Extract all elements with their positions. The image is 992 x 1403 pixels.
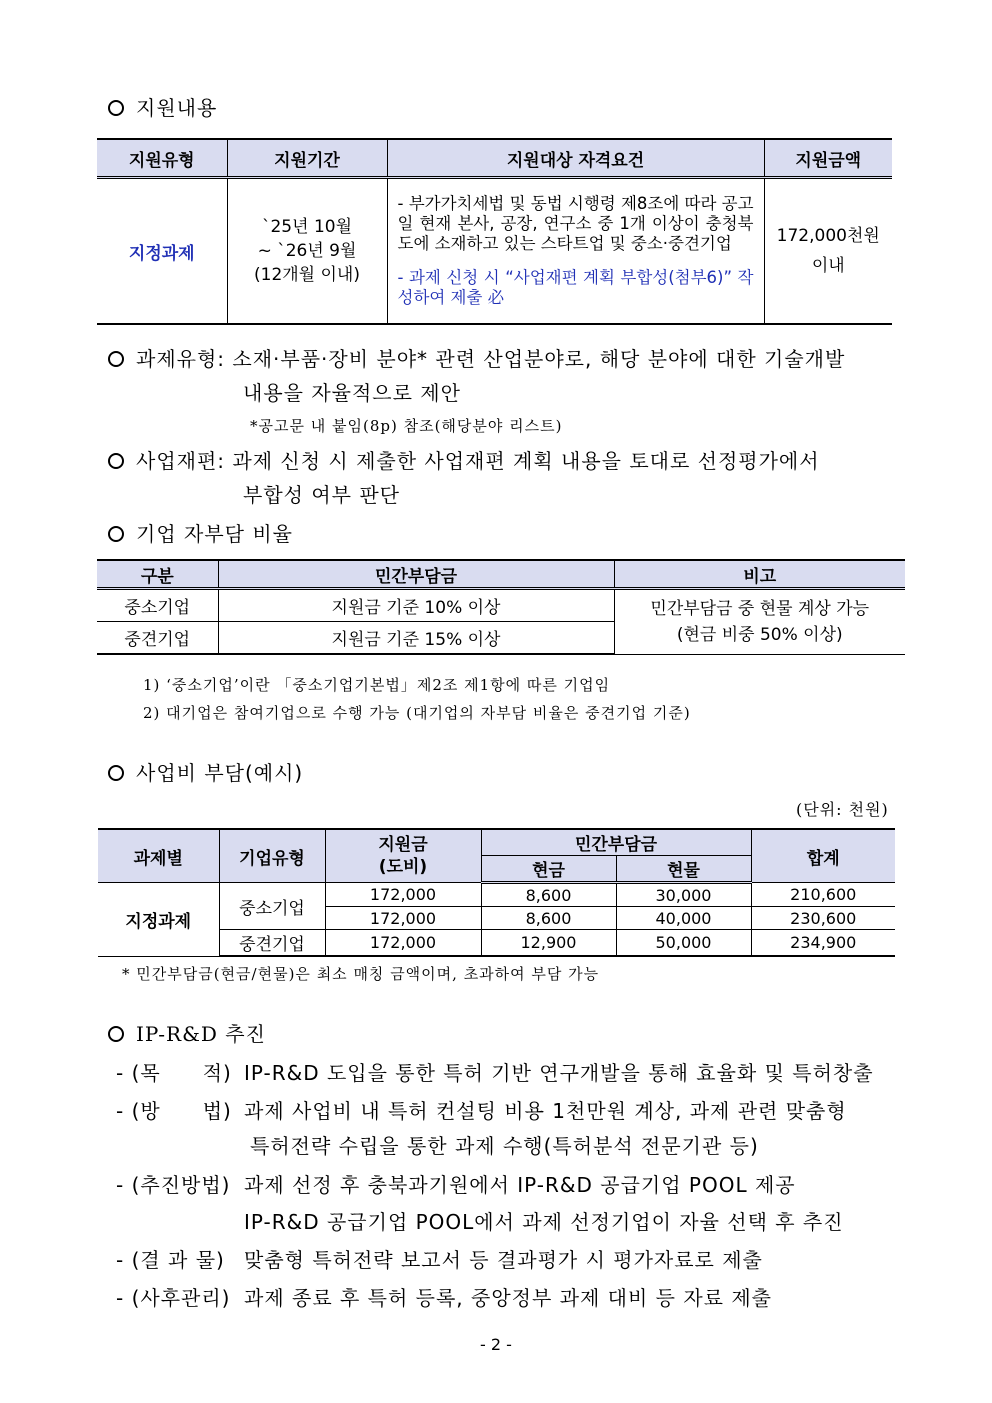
- period-line: ~ `26년 9월: [257, 241, 357, 261]
- period-line: (12개월 이내): [254, 265, 360, 285]
- inkind-cell: 40,000: [616, 907, 751, 930]
- heading-text: 사업비 부담(예시): [136, 761, 304, 785]
- table3-note: * 민간부담금(현금/현물)은 최소 매칭 금액이며, 초과하여 부담 가능: [122, 965, 600, 983]
- cash-cell: 8,600: [481, 883, 616, 907]
- burden-cell: 지원금 기준 15% 이상: [218, 622, 614, 655]
- company-type-cell: 중소기업: [97, 589, 218, 622]
- cost-share-table: [98, 828, 895, 957]
- total-cell: 234,900: [751, 930, 895, 957]
- inkind-cell: 30,000: [616, 883, 751, 907]
- heading-text: 지원내용: [136, 96, 218, 120]
- table-row: [97, 589, 905, 622]
- amount-line: 이내: [811, 256, 845, 276]
- circle-bullet-icon: [108, 765, 124, 781]
- iprd-item-label: - (사후관리): [116, 1286, 231, 1310]
- iprd-item-purpose: [116, 1057, 874, 1086]
- col-header-remark: 비고: [614, 560, 905, 589]
- grant-header-line: 지원금: [378, 835, 428, 855]
- self-burden-heading: [108, 518, 293, 547]
- iprd-item-label: - (결 과 물): [116, 1248, 225, 1272]
- task-type-text: 소재·부품·장비 분야* 관련 산업분야로, 해당 분야에 대한 기술개발: [232, 347, 846, 371]
- period-line: `25년 10월: [261, 217, 352, 237]
- eligibility-cell: [387, 178, 764, 325]
- cash-cell: 8,600: [481, 907, 616, 930]
- col-header-type: 지원유형: [97, 139, 227, 178]
- col-header-company-type: 기업유형: [219, 829, 325, 883]
- iprd-item-label: - (목 적): [116, 1061, 232, 1085]
- circle-bullet-icon: [108, 526, 124, 542]
- circle-bullet-icon: [108, 100, 124, 116]
- eligibility-item: - 부가가치세법 및 동법 시행령 제8조에 따라 공고일 현재 본사, 공장, 연구소 중 1개 이상이 충청북도에 소재하고 있는 스타트업 및 중소·중견기업: [397, 194, 754, 253]
- grant-cell: 172,000: [325, 883, 481, 907]
- company-type-cell: 중견기업: [219, 930, 325, 957]
- iprd-item-process: [116, 1169, 796, 1198]
- iprd-item-followup: [116, 1282, 772, 1311]
- restructure-label: 사업재편:: [136, 449, 226, 473]
- iprd-item-text: 과제 선정 후 충북과기원에서 IP-R&D 공급기업 POOL 제공: [244, 1173, 796, 1197]
- col-header-period: 지원기간: [227, 139, 387, 178]
- cost-share-heading: [108, 757, 303, 786]
- circle-bullet-icon: [108, 453, 124, 469]
- iprd-item-output: [116, 1244, 763, 1273]
- cash-cell: 12,900: [481, 930, 616, 957]
- support-amount-cell: [764, 178, 892, 325]
- table-row: [97, 178, 892, 325]
- burden-cell: 지원금 기준 10% 이상: [218, 589, 614, 622]
- footnote-1: 1) ‘중소기업’이란 「중소기업기본법」제2조 제1항에 따른 기업임: [143, 676, 611, 694]
- support-type-cell: 지정과제: [97, 178, 227, 325]
- col-header-private: 민간부담금: [481, 829, 751, 856]
- iprd-item-text: 과제 종료 후 특허 등록, 중앙정부 과제 대비 등 자료 제출: [244, 1286, 772, 1310]
- remark-line: (현금 비중 50% 이상): [676, 624, 843, 645]
- self-burden-table: [97, 559, 905, 655]
- grant-header-line: (도비): [378, 857, 428, 877]
- table-row: [98, 883, 895, 907]
- col-header-eligibility: 지원대상 자격요건: [387, 139, 764, 178]
- company-type-cell: 중견기업: [97, 622, 218, 655]
- remark-cell: [614, 589, 905, 655]
- col-header-task: 과제별: [98, 829, 219, 883]
- task-type-paragraph: [108, 343, 845, 372]
- unit-label: (단위: 천원): [796, 800, 889, 819]
- company-type-cell: 중소기업: [219, 883, 325, 930]
- task-type-note: *공고문 내 붙임(8p) 참조(해당분야 리스트): [250, 417, 563, 435]
- iprd-item-label: - (방 법): [116, 1099, 232, 1123]
- restructure-text: 과제 신청 시 제출한 사업재편 계획 내용을 토대로 선정평가에서: [232, 449, 820, 473]
- col-header-amount: 지원금액: [764, 139, 892, 178]
- iprd-item-text: 과제 사업비 내 특허 컨설팅 비용 1천만원 계상, 과제 관련 맞춤형: [244, 1099, 847, 1123]
- col-header-grant: [325, 829, 481, 883]
- total-cell: 210,600: [751, 883, 895, 907]
- col-header-category: 구분: [97, 560, 218, 589]
- restructure-paragraph: [108, 445, 820, 474]
- heading-text: 기업 자부담 비율: [136, 522, 293, 546]
- iprd-item-process-line2: IP-R&D 공급기업 POOL에서 과제 선정기업이 자율 선택 후 추진: [244, 1210, 844, 1234]
- eligibility-item-required: - 과제 신청 시 “사업재편 계획 부합성(첨부6)” 작성하여 제출 必: [397, 268, 754, 307]
- task-name-cell: 지정과제: [98, 883, 219, 957]
- restructure-line2: 부합성 여부 판단: [243, 483, 400, 507]
- section-support-content-heading: [108, 92, 217, 121]
- grant-cell: 172,000: [325, 930, 481, 957]
- total-cell: 230,600: [751, 907, 895, 930]
- iprd-item-text: 맞춤형 특허전략 보고서 등 결과평가 시 평가자료로 제출: [244, 1248, 763, 1272]
- circle-bullet-icon: [108, 351, 124, 367]
- task-type-line2: 내용을 자율적으로 제안: [243, 381, 461, 405]
- iprd-item-method: [116, 1095, 847, 1124]
- support-content-table: [97, 138, 892, 325]
- inkind-cell: 50,000: [616, 930, 751, 957]
- grant-cell: 172,000: [325, 907, 481, 930]
- amount-line: 172,000천원: [776, 226, 880, 246]
- iprd-item-label: - (추진방법): [116, 1173, 231, 1197]
- circle-bullet-icon: [108, 1026, 124, 1042]
- heading-text: IP-R&D 추진: [136, 1022, 266, 1046]
- support-period-cell: [227, 178, 387, 325]
- col-header-cash: 현금: [481, 856, 616, 883]
- footnote-2: 2) 대기업은 참여기업으로 수행 가능 (대기업의 자부담 비율은 중견기업 기준): [143, 704, 691, 722]
- iprd-heading: [108, 1018, 266, 1047]
- iprd-item-method-line2: 특허전략 수립을 통한 과제 수행(특허분석 전문기관 등): [250, 1134, 759, 1158]
- iprd-item-text: IP-R&D 도입을 통한 특허 기반 연구개발을 통해 효율화 및 특허창출: [244, 1061, 874, 1085]
- col-header-total: 합계: [751, 829, 895, 883]
- task-type-label: 과제유형:: [136, 347, 226, 371]
- remark-line: 민간부담금 중 현물 계상 가능: [650, 598, 870, 619]
- col-header-inkind: 현물: [616, 856, 751, 883]
- col-header-private-burden: 민간부담금: [218, 560, 614, 589]
- page-number: - 2 -: [480, 1335, 512, 1354]
